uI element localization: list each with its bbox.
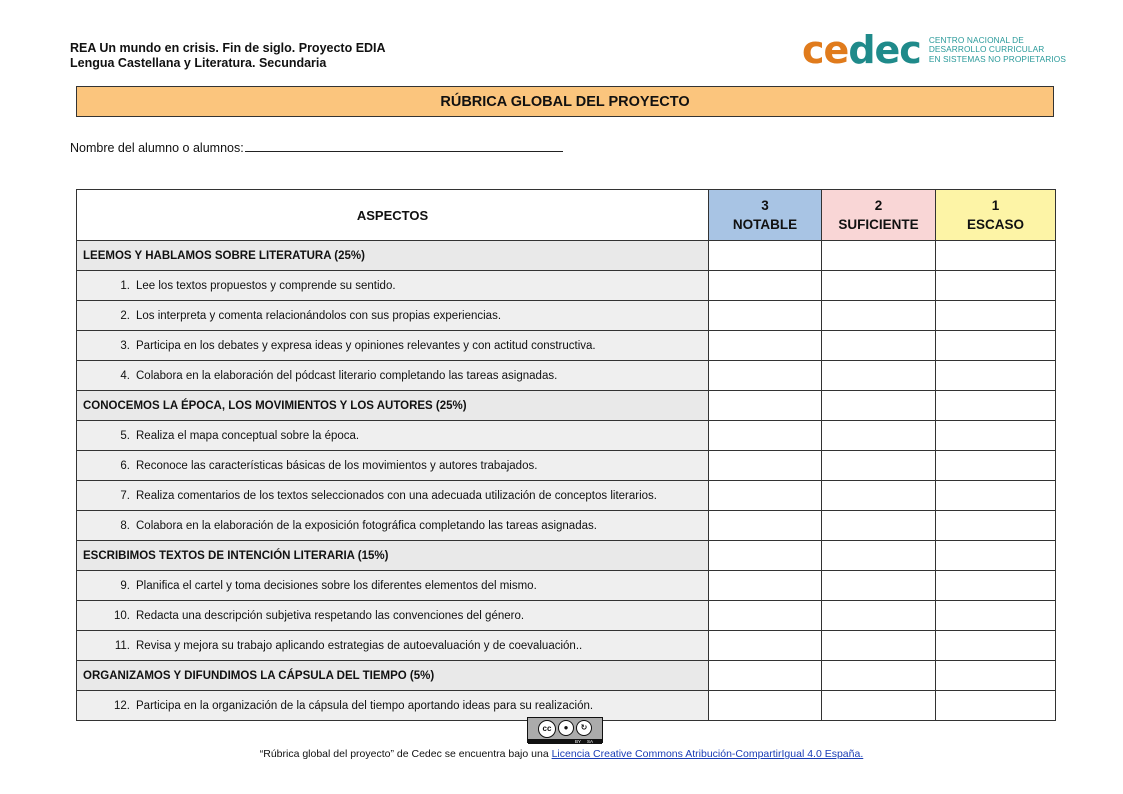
score-cell-notable[interactable] — [709, 601, 822, 631]
criterion-number: 3. — [120, 339, 130, 352]
criterion-text: Redacta una descripción subjetiva respetando las convenciones del género. — [136, 609, 525, 622]
score-cell-notable[interactable] — [709, 361, 822, 391]
score-cell-suficiente[interactable] — [822, 451, 936, 481]
score-cell-escaso[interactable] — [936, 391, 1056, 421]
score-cell-escaso[interactable] — [936, 601, 1056, 631]
student-name-field — [70, 139, 563, 155]
license-link[interactable]: Licencia Creative Commons Atribución-CompartirIgual 4.0 España. — [551, 748, 864, 760]
criterion-row — [77, 691, 1056, 721]
score-cell-suficiente[interactable] — [822, 691, 936, 721]
score-cell-escaso[interactable] — [936, 481, 1056, 511]
score-cell-suficiente[interactable] — [822, 481, 936, 511]
criterion-number: 11. — [114, 639, 130, 652]
section-row — [77, 391, 1056, 421]
license-footer — [0, 748, 1123, 760]
license-text: “Rúbrica global del proyecto” de Cedec se encuentra bajo una — [259, 748, 552, 760]
criterion-text: Realiza el mapa conceptual sobre la época. — [136, 429, 360, 442]
criterion-label — [77, 511, 709, 541]
criterion-text: Colabora en la elaboración del pódcast literario completando las tareas asignadas. — [136, 369, 558, 382]
document-header — [70, 41, 386, 71]
by-person-icon: ● — [558, 720, 574, 736]
aspects-header: ASPECTOS — [77, 190, 709, 241]
score-cell-escaso[interactable] — [936, 421, 1056, 451]
score-cell-escaso[interactable] — [936, 661, 1056, 691]
criterion-text: Lee los textos propuestos y comprende su sentido. — [136, 279, 396, 292]
criterion-text: Participa en la organización de la cápsula del tiempo aportando ideas para su realización. — [136, 699, 594, 712]
score-cell-notable[interactable] — [709, 301, 822, 331]
level-header-notable — [709, 190, 822, 241]
criterion-number: 2. — [120, 309, 130, 322]
score-cell-escaso[interactable] — [936, 571, 1056, 601]
criterion-text: Revisa y mejora su trabajo aplicando estrategias de autoevaluación y de coevaluación.. — [136, 639, 583, 652]
criterion-text: Los interpreta y comenta relacionándolos con sus propias experiencias. — [136, 309, 502, 322]
section-row — [77, 541, 1056, 571]
criterion-row — [77, 451, 1056, 481]
score-cell-notable[interactable] — [709, 541, 822, 571]
score-cell-notable[interactable] — [709, 331, 822, 361]
section-row — [77, 661, 1056, 691]
score-cell-escaso[interactable] — [936, 241, 1056, 271]
cc-strip: BY SA — [528, 739, 602, 744]
criterion-row — [77, 301, 1056, 331]
level-header-suficiente — [822, 190, 936, 241]
logo-subtitle: CENTRO NACIONAL DE DESARROLLO CURRICULAR EN SISTEMAS NO PROPIETARIOS — [928, 34, 1066, 64]
criterion-row — [77, 571, 1056, 601]
score-cell-suficiente[interactable] — [822, 421, 936, 451]
criterion-row — [77, 601, 1056, 631]
section-row — [77, 241, 1056, 271]
criterion-row — [77, 511, 1056, 541]
share-alike-icon: ↻ — [576, 720, 592, 736]
score-cell-suficiente[interactable] — [822, 661, 936, 691]
score-cell-suficiente[interactable] — [822, 271, 936, 301]
student-name-label: Nombre del alumno o alumnos: — [70, 141, 244, 155]
score-cell-notable[interactable] — [709, 631, 822, 661]
score-cell-notable[interactable] — [709, 691, 822, 721]
score-cell-notable[interactable] — [709, 571, 822, 601]
section-title: ORGANIZAMOS Y DIFUNDIMOS LA CÁPSULA DEL TIEMPO (5%) — [77, 661, 709, 691]
criterion-text: Colabora en la elaboración de la exposición fotográfica completando las tareas asignadas. — [136, 519, 597, 532]
score-cell-escaso[interactable] — [936, 451, 1056, 481]
criterion-label — [77, 271, 709, 301]
level-number: 2 — [874, 198, 883, 213]
score-cell-suficiente[interactable] — [822, 631, 936, 661]
score-cell-notable[interactable] — [709, 511, 822, 541]
criterion-text: Planifica el cartel y toma decisiones sobre los diferentes elementos del mismo. — [136, 579, 537, 592]
criterion-number: 7. — [120, 489, 130, 502]
criterion-label — [77, 301, 709, 331]
score-cell-escaso[interactable] — [936, 541, 1056, 571]
section-title: LEEMOS Y HABLAMOS SOBRE LITERATURA (25%) — [77, 241, 709, 271]
criterion-row — [77, 631, 1056, 661]
section-title: CONOCEMOS LA ÉPOCA, LOS MOVIMIENTOS Y LOS AUTORES (25%) — [77, 391, 709, 421]
score-cell-notable[interactable] — [709, 391, 822, 421]
page-title: RÚBRICA GLOBAL DEL PROYECTO — [76, 86, 1054, 117]
level-number: 1 — [991, 198, 1000, 213]
criterion-label — [77, 361, 709, 391]
score-cell-suficiente[interactable] — [822, 541, 936, 571]
header-line-1: REA Un mundo en crisis. Fin de siglo. Proyecto EDIA — [70, 41, 386, 55]
header-line-2: Lengua Castellana y Literatura. Secundaria — [70, 56, 327, 70]
logo-wordmark: cedec — [802, 28, 921, 72]
score-cell-notable[interactable] — [709, 451, 822, 481]
criterion-text: Participa en los debates y expresa ideas y opiniones relevantes y con actitud constructiva. — [136, 339, 596, 352]
cedec-logo — [802, 30, 1066, 70]
score-cell-suficiente[interactable] — [822, 391, 936, 421]
criterion-number: 12. — [114, 699, 130, 712]
criterion-text: Reconoce las características básicas de los movimientos y autores trabajados. — [136, 459, 538, 472]
level-label: SUFICIENTE — [838, 217, 919, 232]
level-header-escaso — [936, 190, 1056, 241]
criterion-number: 1. — [120, 279, 130, 292]
criterion-label — [77, 421, 709, 451]
score-cell-suficiente[interactable] — [822, 301, 936, 331]
criterion-number: 4. — [120, 369, 130, 382]
score-cell-notable[interactable] — [709, 481, 822, 511]
criterion-number: 9. — [120, 579, 130, 592]
score-cell-escaso[interactable] — [936, 271, 1056, 301]
score-cell-suficiente[interactable] — [822, 571, 936, 601]
cc-icon: cc — [538, 720, 556, 738]
criterion-text: Realiza comentarios de los textos seleccionados con una adecuada utilización de conceptos literarios. — [136, 489, 657, 502]
criterion-number: 10. — [114, 609, 130, 622]
criterion-label — [77, 481, 709, 511]
criterion-number: 8. — [120, 519, 130, 532]
level-label: NOTABLE — [732, 217, 798, 232]
rubric-table — [76, 189, 1056, 721]
criterion-row — [77, 421, 1056, 451]
score-cell-escaso[interactable] — [936, 691, 1056, 721]
criterion-row — [77, 271, 1056, 301]
score-cell-suficiente[interactable] — [822, 511, 936, 541]
score-cell-escaso[interactable] — [936, 331, 1056, 361]
criterion-row — [77, 361, 1056, 391]
criterion-row — [77, 331, 1056, 361]
level-number: 3 — [761, 198, 769, 213]
criterion-label — [77, 691, 709, 721]
score-cell-suficiente[interactable] — [822, 601, 936, 631]
level-label: ESCASO — [966, 217, 1024, 232]
score-cell-escaso[interactable] — [936, 361, 1056, 391]
criterion-label — [77, 631, 709, 661]
criterion-number: 6. — [120, 459, 130, 472]
student-name-blank — [245, 139, 563, 152]
score-cell-escaso[interactable] — [936, 631, 1056, 661]
score-cell-notable[interactable] — [709, 271, 822, 301]
cc-license-badge[interactable] — [527, 717, 603, 743]
score-cell-notable[interactable] — [709, 241, 822, 271]
score-cell-suficiente[interactable] — [822, 361, 936, 391]
score-cell-suficiente[interactable] — [822, 241, 936, 271]
score-cell-escaso[interactable] — [936, 301, 1056, 331]
section-title: ESCRIBIMOS TEXTOS DE INTENCIÓN LITERARIA (15%) — [77, 541, 709, 571]
score-cell-suficiente[interactable] — [822, 331, 936, 361]
criterion-label — [77, 571, 709, 601]
score-cell-notable[interactable] — [709, 421, 822, 451]
score-cell-notable[interactable] — [709, 661, 822, 691]
criterion-label — [77, 331, 709, 361]
score-cell-escaso[interactable] — [936, 511, 1056, 541]
criterion-row — [77, 481, 1056, 511]
criterion-label — [77, 601, 709, 631]
criterion-label — [77, 451, 709, 481]
criterion-number: 5. — [120, 429, 130, 442]
